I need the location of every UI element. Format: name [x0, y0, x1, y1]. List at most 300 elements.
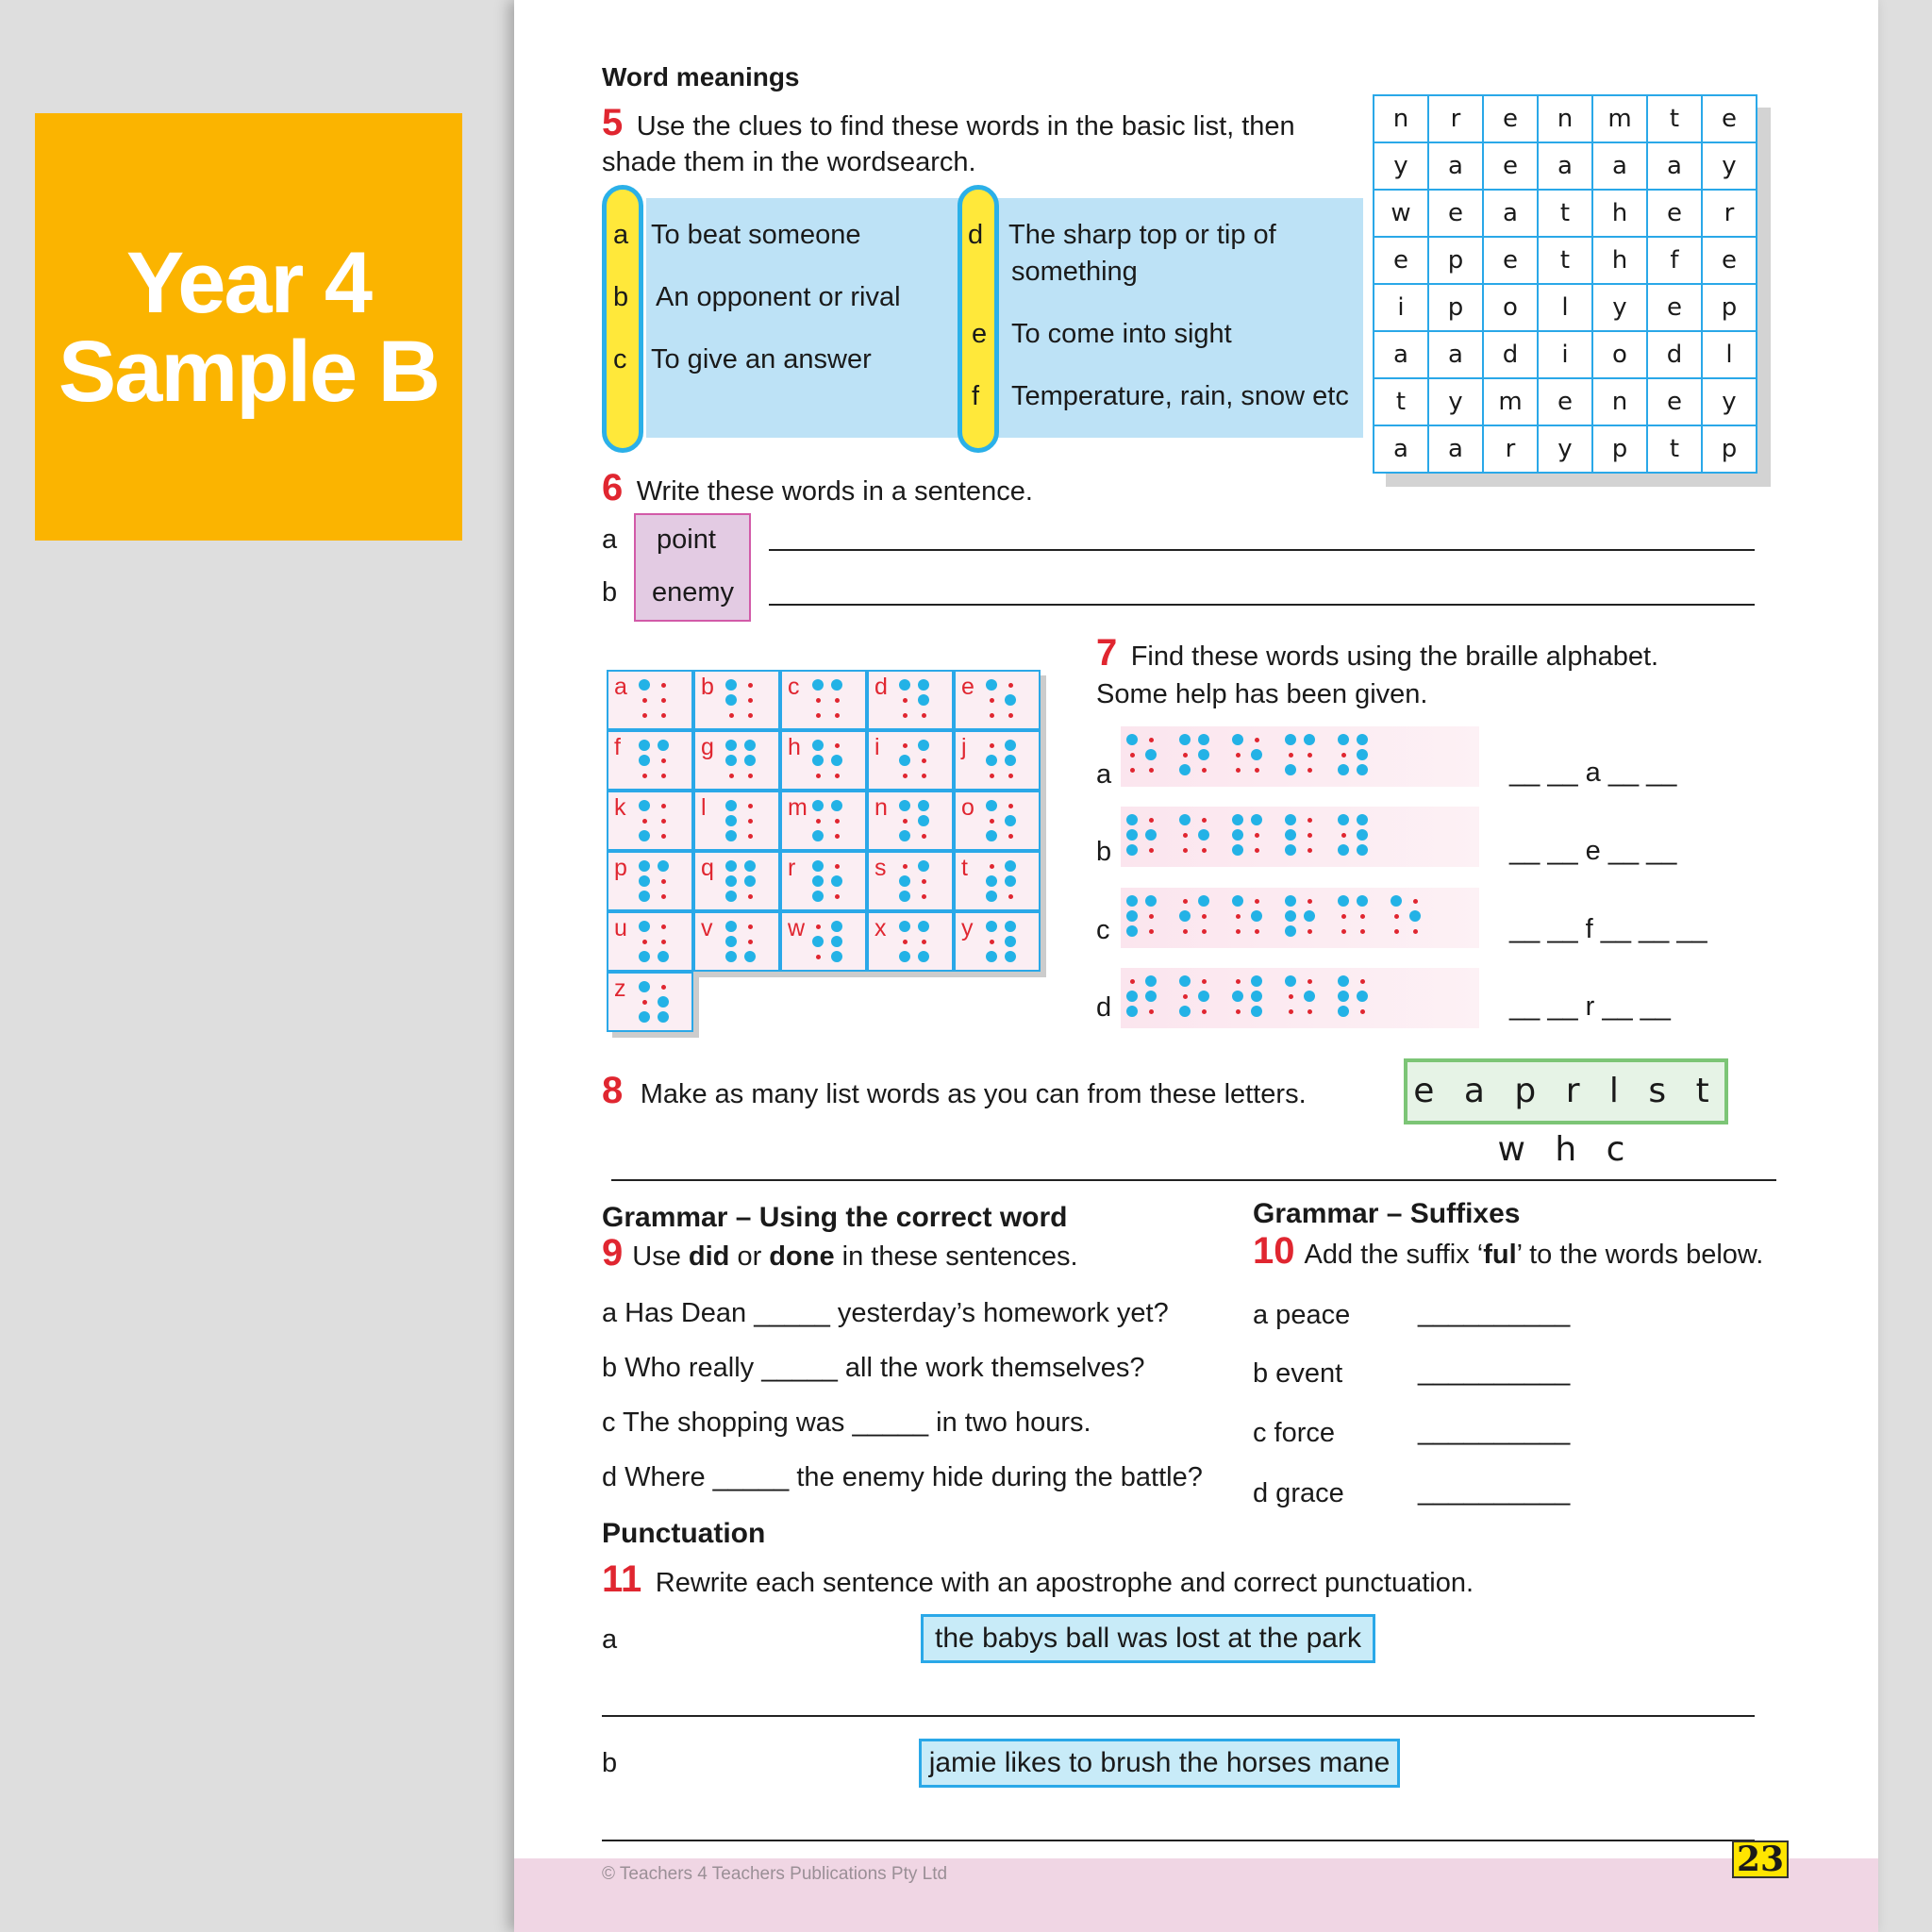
braille-cell-dots — [1124, 888, 1174, 937]
q7-a-answer[interactable]: __ __ a __ __ — [1509, 758, 1677, 788]
wordsearch-cell[interactable]: e — [1483, 142, 1538, 190]
wordsearch-row — [1374, 190, 1757, 237]
braille-letter-label: t — [961, 855, 968, 881]
braille-dot-raised — [1179, 814, 1191, 825]
braille-cell-dots — [808, 796, 858, 845]
braille-dot-flat — [1307, 979, 1312, 984]
braille-dot-flat — [835, 819, 840, 824]
braille-dot-raised — [725, 860, 737, 872]
wordsearch-cell[interactable]: a — [1428, 425, 1483, 473]
clue-d-text2: something — [1011, 257, 1138, 287]
braille-dot-flat — [661, 924, 666, 929]
q9-text-mid: or — [729, 1241, 770, 1272]
q11-a-answer-line[interactable] — [602, 1715, 1755, 1717]
grammar-correct-word-heading: Grammar – Using the correct word — [602, 1202, 1068, 1233]
braille-dot-raised — [1126, 895, 1138, 907]
q7-d-answer[interactable]: __ __ r __ __ — [1509, 991, 1671, 1022]
braille-dot-flat — [1236, 1009, 1241, 1014]
braille-dot-raised — [986, 679, 997, 691]
braille-dot-flat — [903, 864, 908, 869]
wordsearch-cell[interactable]: f — [1647, 237, 1702, 284]
wordsearch-cell[interactable]: a — [1538, 142, 1592, 190]
braille-letter-label: f — [614, 734, 621, 760]
q10-a-blank[interactable]: __________ — [1418, 1298, 1571, 1328]
braille-dot-raised — [658, 996, 669, 1008]
wordsearch-row — [1374, 425, 1757, 473]
page-number: 23 — [1732, 1840, 1789, 1878]
braille-cell-dots — [722, 675, 771, 724]
clue-e-letter: e — [972, 319, 988, 349]
braille-dot-raised — [1198, 749, 1209, 760]
wordsearch-cell[interactable]: e — [1483, 237, 1538, 284]
braille-letter-b — [693, 670, 780, 730]
braille-dot-raised — [1251, 991, 1262, 1002]
braille-dot-raised — [831, 921, 842, 932]
q11-b-label: b — [602, 1748, 618, 1778]
braille-dot-flat — [990, 774, 994, 778]
braille-letter-o — [954, 791, 1041, 851]
braille-dot-raised — [1005, 875, 1016, 887]
braille-dot-raised — [1232, 734, 1243, 745]
braille-dot-flat — [1183, 848, 1188, 853]
braille-dot-flat — [1149, 914, 1154, 919]
braille-cell-dots — [1336, 726, 1385, 775]
braille-dot-raised — [725, 830, 737, 841]
braille-dot-raised — [812, 800, 824, 811]
braille-dot-raised — [1304, 991, 1315, 1002]
braille-dot-raised — [899, 951, 910, 962]
braille-dot-flat — [1394, 914, 1399, 919]
braille-dot-raised — [1232, 895, 1243, 907]
wordsearch-cell[interactable]: w — [1374, 190, 1428, 237]
braille-dot-raised — [899, 679, 910, 691]
braille-dot-raised — [639, 1011, 650, 1023]
braille-dot-raised — [658, 860, 669, 872]
braille-dot-raised — [1005, 815, 1016, 826]
wordsearch-cell[interactable]: y — [1538, 425, 1592, 473]
braille-letter-label: m — [788, 794, 808, 821]
braille-dot-raised — [1005, 860, 1016, 872]
braille-dot-raised — [1285, 764, 1296, 775]
braille-dot-flat — [729, 774, 734, 778]
section-heading-word-meanings: Word meanings — [602, 62, 800, 92]
braille-dot-raised — [639, 891, 650, 902]
braille-dot-raised — [1179, 910, 1191, 922]
wordsearch-cell[interactable]: e — [1483, 95, 1538, 142]
wordsearch-grid[interactable] — [1373, 94, 1757, 474]
braille-dot-flat — [922, 894, 926, 899]
braille-dot-raised — [725, 800, 737, 811]
braille-dot-raised — [831, 951, 842, 962]
braille-dot-flat — [748, 774, 753, 778]
wordsearch-cell[interactable]: e — [1374, 237, 1428, 284]
wordsearch-cell[interactable]: y — [1374, 142, 1428, 190]
braille-cell-dots — [722, 736, 771, 785]
wordsearch-cell[interactable]: o — [1592, 331, 1647, 378]
braille-dot-raised — [831, 800, 842, 811]
braille-cell-dots — [1177, 888, 1226, 937]
clue-a-text: To beat someone — [651, 220, 861, 250]
braille-dot-raised — [812, 875, 824, 887]
q7-c-answer[interactable]: __ __ f __ __ __ — [1509, 914, 1707, 944]
braille-dot-raised — [1338, 975, 1349, 987]
clue-a-letter: a — [613, 220, 629, 250]
braille-dot-flat — [990, 864, 994, 869]
wordsearch-cell[interactable]: t — [1647, 95, 1702, 142]
braille-dot-raised — [812, 740, 824, 751]
wordsearch-cell[interactable]: t — [1374, 378, 1428, 425]
wordsearch-cell[interactable]: i — [1538, 331, 1592, 378]
wordsearch-cell[interactable]: a — [1374, 425, 1428, 473]
wordsearch-cell[interactable]: y — [1592, 284, 1647, 331]
braille-cell-dots — [1124, 726, 1174, 775]
braille-cell-dots — [1230, 807, 1279, 856]
q6-header — [602, 467, 1033, 509]
braille-dot-raised — [658, 1011, 669, 1023]
braille-cell-dots — [1124, 968, 1174, 1017]
braille-dot-flat — [661, 698, 666, 703]
braille-dot-flat — [1236, 929, 1241, 934]
braille-dot-raised — [658, 951, 669, 962]
braille-dot-raised — [639, 830, 650, 841]
wordsearch-cell[interactable]: t — [1538, 237, 1592, 284]
braille-dot-raised — [1126, 925, 1138, 937]
braille-dot-raised — [1232, 814, 1243, 825]
braille-letter-h — [780, 730, 867, 791]
braille-cell-dots — [635, 796, 684, 845]
braille-letter-n — [867, 791, 954, 851]
q10-d-blank[interactable]: __________ — [1418, 1476, 1571, 1507]
wordsearch-cell[interactable]: a — [1647, 142, 1702, 190]
braille-dot-raised — [918, 694, 929, 706]
braille-dot-flat — [1202, 818, 1207, 823]
braille-letter-d — [867, 670, 954, 730]
wordsearch-cell[interactable]: p — [1702, 284, 1757, 331]
braille-dot-raised — [1179, 764, 1191, 775]
braille-dot-raised — [1005, 951, 1016, 962]
braille-dot-raised — [918, 815, 929, 826]
wordsearch-cell[interactable]: a — [1374, 331, 1428, 378]
braille-dot-flat — [661, 683, 666, 688]
q6-word-box — [634, 513, 751, 622]
q7-b-answer[interactable]: __ __ e __ __ — [1509, 836, 1677, 866]
braille-dot-raised — [1357, 844, 1368, 856]
wordsearch-cell[interactable]: m — [1592, 95, 1647, 142]
braille-dot-raised — [918, 951, 929, 962]
wordsearch-cell[interactable]: e — [1647, 284, 1702, 331]
q6-b-answer-line[interactable] — [769, 604, 1755, 606]
wordsearch-cell[interactable]: y — [1702, 142, 1757, 190]
braille-cell-dots — [635, 857, 684, 906]
braille-dot-raised — [831, 679, 842, 691]
q9-header — [602, 1232, 1078, 1274]
braille-dot-raised — [1338, 764, 1349, 775]
braille-dot-flat — [1202, 1009, 1207, 1014]
braille-letter-label: g — [701, 734, 714, 760]
braille-dot-flat — [903, 743, 908, 748]
braille-letter-u — [607, 911, 693, 972]
wordsearch-cell[interactable]: l — [1702, 331, 1757, 378]
q8-answer-line[interactable] — [611, 1179, 1776, 1181]
braille-dot-raised — [918, 860, 929, 872]
braille-letter-t — [954, 851, 1041, 911]
braille-letter-label: a — [614, 674, 627, 700]
q5-text-line2: shade them in the wordsearch. — [602, 147, 976, 177]
wordsearch-cell[interactable]: e — [1702, 237, 1757, 284]
braille-word-a — [1121, 726, 1479, 787]
braille-dot-raised — [918, 679, 929, 691]
q5-text-line1: Use the clues to find these words in the basic list, then — [636, 111, 1295, 142]
clue-c-letter: c — [613, 344, 627, 375]
wordsearch-cell[interactable]: r — [1702, 190, 1757, 237]
braille-dot-raised — [1338, 895, 1349, 907]
wordsearch-cell[interactable]: n — [1374, 95, 1428, 142]
braille-dot-raised — [1126, 1006, 1138, 1017]
q6-text: Write these words in a sentence. — [636, 476, 1033, 507]
braille-dot-raised — [639, 951, 650, 962]
clue-b-letter: b — [613, 282, 629, 312]
braille-letter-label: q — [701, 855, 714, 881]
braille-letter-label: h — [788, 734, 801, 760]
wordsearch-cell[interactable]: t — [1538, 190, 1592, 237]
braille-letter-q — [693, 851, 780, 911]
braille-dot-flat — [990, 713, 994, 718]
braille-dot-flat — [661, 940, 666, 944]
braille-dot-flat — [642, 774, 647, 778]
braille-dot-raised — [812, 860, 824, 872]
wordsearch-cell[interactable]: e — [1538, 378, 1592, 425]
braille-dot-flat — [922, 758, 926, 763]
braille-dot-flat — [1008, 834, 1013, 839]
braille-dot-flat — [816, 698, 821, 703]
braille-dot-flat — [990, 698, 994, 703]
q5-number: 5 — [602, 102, 624, 143]
wordsearch-cell[interactable]: h — [1592, 237, 1647, 284]
wordsearch-cell[interactable]: e — [1428, 190, 1483, 237]
braille-dot-flat — [816, 774, 821, 778]
braille-letter-a — [607, 670, 693, 730]
braille-letter-p — [607, 851, 693, 911]
braille-letter-g — [693, 730, 780, 791]
braille-dot-flat — [661, 985, 666, 990]
q10-c-blank[interactable]: __________ — [1418, 1416, 1571, 1446]
braille-dot-raised — [899, 830, 910, 841]
wordsearch-cell[interactable]: d — [1483, 331, 1538, 378]
braille-letter-label: j — [961, 734, 967, 760]
braille-letter-i — [867, 730, 954, 791]
braille-dot-raised — [1145, 895, 1157, 907]
wordsearch-cell[interactable]: p — [1428, 284, 1483, 331]
q10-b: b event — [1253, 1358, 1343, 1389]
braille-dot-raised — [1285, 895, 1296, 907]
wordsearch-row — [1374, 95, 1757, 142]
wordsearch-cell[interactable]: y — [1428, 378, 1483, 425]
braille-dot-flat — [748, 698, 753, 703]
q10-b-blank[interactable]: __________ — [1418, 1357, 1571, 1387]
braille-dot-raised — [986, 921, 997, 932]
badge-line1: Year 4 — [125, 234, 372, 331]
q10-a: a peace — [1253, 1300, 1351, 1330]
braille-dot-raised — [1338, 734, 1349, 745]
braille-dot-flat — [1008, 894, 1013, 899]
q7-text-line1: Find these words using the braille alphabet. — [1130, 641, 1659, 672]
q6-a-answer-line[interactable] — [769, 549, 1755, 551]
wordsearch-cell[interactable]: a — [1428, 142, 1483, 190]
wordsearch-cell[interactable]: e — [1647, 190, 1702, 237]
wordsearch-row — [1374, 237, 1757, 284]
braille-dot-raised — [725, 755, 737, 766]
punctuation-heading: Punctuation — [602, 1518, 766, 1549]
braille-cell-dots — [982, 796, 1031, 845]
braille-cell-dots — [895, 857, 944, 906]
wordsearch-cell[interactable]: p — [1702, 425, 1757, 473]
braille-cell-dots — [895, 736, 944, 785]
braille-letter-label: k — [614, 794, 626, 821]
q9-d: d Where _____ the enemy hide during the battle? — [602, 1462, 1203, 1492]
braille-cell-dots — [1124, 807, 1174, 856]
braille-dot-flat — [1202, 848, 1207, 853]
braille-cell-dots — [1177, 807, 1226, 856]
wordsearch-cell[interactable]: e — [1647, 378, 1702, 425]
wordsearch-cell[interactable]: r — [1483, 425, 1538, 473]
badge-line2: Sample B — [58, 323, 440, 420]
braille-dot-flat — [1360, 979, 1365, 984]
q11-b-answer-line[interactable] — [602, 1840, 1755, 1841]
wordsearch-cell[interactable]: h — [1592, 190, 1647, 237]
braille-dot-flat — [1307, 768, 1312, 773]
braille-dot-raised — [639, 921, 650, 932]
wordsearch-cell[interactable]: y — [1702, 378, 1757, 425]
braille-dot-raised — [658, 740, 669, 751]
wordsearch-cell[interactable]: i — [1374, 284, 1428, 331]
braille-dot-raised — [812, 891, 824, 902]
braille-letter-label: d — [874, 674, 888, 700]
clue-d-text1: The sharp top or tip of — [1008, 220, 1276, 250]
copyright-text: © Teachers 4 Teachers Publications Pty Ltd — [602, 1864, 948, 1884]
clue-c-text: To give an answer — [651, 344, 872, 375]
braille-cell-dots — [635, 736, 684, 785]
wordsearch-cell[interactable]: r — [1428, 95, 1483, 142]
wordsearch-cell[interactable]: l — [1538, 284, 1592, 331]
braille-dot-raised — [831, 936, 842, 947]
braille-letter-label: x — [874, 915, 887, 941]
braille-letter-l — [693, 791, 780, 851]
braille-cell-dots — [808, 917, 858, 966]
braille-cell-dots — [808, 857, 858, 906]
braille-letter-j — [954, 730, 1041, 791]
braille-letter-label: b — [701, 674, 714, 700]
braille-dot-raised — [1198, 895, 1209, 907]
braille-dot-raised — [1126, 910, 1138, 922]
braille-dot-flat — [990, 940, 994, 944]
braille-dot-flat — [748, 940, 753, 944]
wordsearch-cell[interactable]: n — [1592, 378, 1647, 425]
braille-dot-flat — [1236, 979, 1241, 984]
braille-cell-dots — [635, 675, 684, 724]
braille-dot-raised — [1198, 734, 1209, 745]
braille-letter-label: o — [961, 794, 974, 821]
wordsearch-cell[interactable]: t — [1647, 425, 1702, 473]
q10-c: c force — [1253, 1418, 1336, 1448]
braille-letter-label: u — [614, 915, 627, 941]
q7-header — [1096, 632, 1658, 675]
braille-dot-raised — [1145, 975, 1157, 987]
clue-f-letter: f — [972, 381, 980, 411]
wordsearch-cell[interactable]: p — [1592, 425, 1647, 473]
braille-letter-label: p — [614, 855, 627, 881]
q5-header — [602, 102, 1295, 144]
wordsearch-cell[interactable]: n — [1538, 95, 1592, 142]
braille-dot-raised — [1145, 829, 1157, 841]
braille-dot-flat — [661, 804, 666, 808]
wordsearch-cell[interactable]: p — [1428, 237, 1483, 284]
braille-dot-flat — [661, 894, 666, 899]
braille-letter-x — [867, 911, 954, 972]
braille-dot-flat — [642, 819, 647, 824]
braille-letter-f — [607, 730, 693, 791]
braille-dot-raised — [899, 875, 910, 887]
braille-letter-c — [780, 670, 867, 730]
braille-dot-raised — [1285, 910, 1296, 922]
braille-dot-raised — [744, 740, 756, 751]
braille-dot-flat — [1307, 929, 1312, 934]
braille-cell-dots — [1177, 968, 1226, 1017]
wordsearch-cell[interactable]: o — [1483, 284, 1538, 331]
braille-dot-flat — [1307, 753, 1312, 758]
braille-dot-raised — [812, 755, 824, 766]
braille-letter-label: y — [961, 915, 974, 941]
braille-dot-raised — [639, 740, 650, 751]
braille-cell-dots — [722, 917, 771, 966]
braille-dot-flat — [1149, 848, 1154, 853]
braille-dot-flat — [1149, 738, 1154, 742]
braille-dot-raised — [1285, 814, 1296, 825]
braille-dot-raised — [1251, 814, 1262, 825]
braille-dot-raised — [1198, 829, 1209, 841]
braille-dot-raised — [1126, 734, 1138, 745]
worksheet-page — [514, 0, 1878, 1932]
braille-dot-raised — [1126, 814, 1138, 825]
q9-a: a Has Dean _____ yesterday’s homework yet? — [602, 1298, 1169, 1328]
braille-dot-raised — [639, 875, 650, 887]
braille-dot-flat — [661, 774, 666, 778]
wordsearch-cell[interactable]: e — [1702, 95, 1757, 142]
braille-dot-raised — [639, 800, 650, 811]
wordsearch-cell[interactable]: a — [1428, 331, 1483, 378]
braille-dot-raised — [1198, 991, 1209, 1002]
wordsearch-cell[interactable]: a — [1592, 142, 1647, 190]
braille-dot-raised — [1005, 694, 1016, 706]
braille-dot-raised — [639, 981, 650, 992]
braille-dot-raised — [744, 875, 756, 887]
braille-letter-label: v — [701, 915, 713, 941]
braille-dot-flat — [1149, 929, 1154, 934]
clue-b-text: An opponent or rival — [656, 282, 901, 312]
braille-dot-flat — [835, 894, 840, 899]
wordsearch-cell[interactable]: a — [1483, 190, 1538, 237]
braille-cell-dots — [1230, 888, 1279, 937]
q8-text: Make as many list words as you can from these letters. — [640, 1079, 1307, 1109]
braille-dot-flat — [1289, 994, 1293, 999]
wordsearch-cell[interactable]: m — [1483, 378, 1538, 425]
braille-dot-raised — [1232, 829, 1243, 841]
braille-dot-flat — [1236, 914, 1241, 919]
wordsearch-cell[interactable]: d — [1647, 331, 1702, 378]
braille-dot-flat — [1255, 768, 1259, 773]
braille-dot-raised — [986, 800, 997, 811]
braille-dot-flat — [922, 879, 926, 884]
braille-dot-flat — [835, 774, 840, 778]
